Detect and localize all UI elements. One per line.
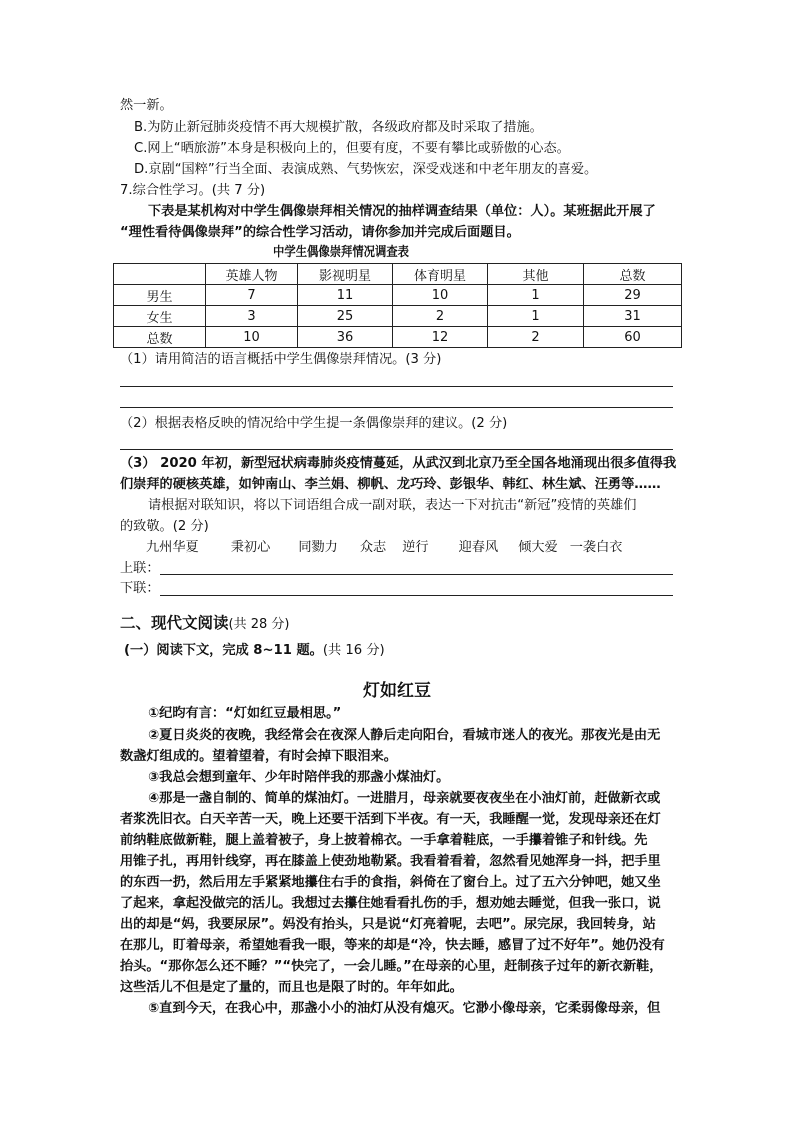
paragraph-4-line: 前纳鞋底做新鞋，腿上盖着被子，身上披着棉衣。一手拿着鞋底，一手攥着锥子和针线。先 <box>120 833 648 848</box>
article-title: 灯如红豆 <box>363 681 431 701</box>
header-cell: 体育明星 <box>393 264 488 285</box>
table-header-row <box>114 264 682 285</box>
question-3-line-2: 们崇拜的硬核英雄，如钟南山、李兰娟、柳帆、龙巧玲、彭银华、韩红、林生斌、汪勇等…… <box>120 477 661 492</box>
paragraph-1: ①纪昀有言：“灯如红豆最相思。” <box>148 706 342 721</box>
paragraph-5-line: ⑤直到今天，在我心中，那盏小小的油灯从没有熄灭。它渺小像母亲，它柔弱像母亲，但 <box>148 1001 661 1016</box>
paragraph-3: ③我总会想到童年、少年时陪伴我的那盏小煤油灯。 <box>148 770 450 785</box>
table-row <box>114 285 682 306</box>
word: 倾大爱 <box>518 540 558 555</box>
paragraph-2-line: 数盏灯组成的。望着望着，有时会掉下眼泪来。 <box>120 749 397 764</box>
paragraph-4-line: 用锥子扎，再用针线穿，再在膝盖上使劲地勒紧。我看着看着，忽然看见她浑身一抖，把手里 <box>120 854 661 869</box>
table-cell: 1 <box>488 306 584 327</box>
intro-line-2: “理性看待偶像崇拜”的综合性学习活动，请你参加并完成后面题目。 <box>120 225 520 240</box>
section-score: (共 28 分) <box>228 617 290 632</box>
header-cell: 英雄人物 <box>206 264 298 285</box>
paragraph-4-line: ④那是一盏自制的、简单的煤油灯。一进腊月，母亲就要夜夜坐在小油灯前，赶做新衣或 <box>148 791 661 806</box>
table-cell: 7 <box>206 285 298 306</box>
question-3-line-4: 的致敬。(2 分) <box>120 519 209 534</box>
header-cell: 影视明星 <box>298 264 393 285</box>
table-cell: 12 <box>393 327 488 348</box>
question-7-title: 7.综合性学习。(共 7 分) <box>120 183 266 198</box>
word: 九州华夏 <box>146 540 199 555</box>
subsection-text: (一）阅读下文，完成 8~11 题。 <box>124 643 323 658</box>
table-cell: 2 <box>488 327 584 348</box>
couplet-word-bank <box>146 538 623 558</box>
paragraph-4-line: 了起来，拿起没做完的活儿。我想过去攥住她看看扎伤的手，想劝她去睡觉，但我一张口，说 <box>120 896 661 911</box>
paragraph-4-line: 在那儿，盯着母亲，希望她看我一眼，等来的却是“冷，快去睡，感冒了过不好年”。她仍没有 <box>120 938 665 953</box>
option-b: B.为防止新冠肺炎疫情不再大规模扩散，各级政府都及时采取了措施。 <box>134 120 543 135</box>
question-3-line-1: （3） 2020 年初，新型冠状病毒肺炎疫情蔓延，从武汉到北京乃至全国各地涌现出很多值得我 <box>120 456 677 471</box>
text-line: 然一新。 <box>120 98 173 113</box>
word: 逆行 <box>402 540 429 555</box>
paragraph-4-line: 这些活儿不但是定了量的，而且也是限了时的。年年如此。 <box>120 980 463 995</box>
table-cell: 60 <box>584 327 682 348</box>
paragraph-2-line: ②夏日炎炎的夜晚，我经常会在夜深人静后走向阳台，看城市迷人的夜光。那夜光是由无 <box>148 728 661 743</box>
paragraph-4-line: 抬头。“那你怎么还不睡？”“快完了，一会儿睡。”在母亲的心里，赶制孩子过年的新衣新鞋， <box>120 959 663 974</box>
paragraph-4-line: 出的却是“妈，我要尿尿”。妈没有抬头，只是说“灯亮着呢，去吧”。尿完尿，我回转身，站 <box>120 917 656 932</box>
table-cell: 11 <box>298 285 393 306</box>
header-cell: 其他 <box>488 264 584 285</box>
word: 迎春风 <box>458 540 499 555</box>
answer-line[interactable] <box>120 407 673 408</box>
row-label: 女生 <box>114 306 206 327</box>
table-cell: 10 <box>206 327 298 348</box>
paragraph-4-line: 的东西一扔，然后用左手紧紧地攥住右手的食指，斜倚在了窗台上。过了五六分钟吧，她又坐 <box>120 875 661 890</box>
table-cell: 31 <box>584 306 682 327</box>
option-c: C.网上“晒旅游”本身是积极向上的，但要有度，不要有攀比或骄傲的心态。 <box>134 141 570 156</box>
intro-line-1: 下表是某机构对中学生偶像崇拜相关情况的抽样调查结果（单位：人）。某班据此开展了 <box>148 204 656 219</box>
table-cell: 10 <box>393 285 488 306</box>
subsection-heading <box>124 641 385 661</box>
question-2: （2）根据表格反映的情况给中学生提一条偶像崇拜的建议。(2 分) <box>120 416 508 431</box>
header-cell: 总数 <box>584 264 682 285</box>
word: 众志 <box>359 540 387 555</box>
word: 一袭白衣 <box>569 540 623 555</box>
section-heading-text: 二、现代文阅读 <box>120 614 229 632</box>
survey-table <box>113 263 682 348</box>
answer-line[interactable] <box>120 386 673 387</box>
table-cell: 36 <box>298 327 393 348</box>
table-cell: 1 <box>488 285 584 306</box>
question-1: （1）请用简洁的语言概括中学生偶像崇拜情况。(3 分) <box>120 352 442 367</box>
table-title: 中学生偶像崇拜情况调查表 <box>273 245 409 260</box>
table-cell: 29 <box>584 285 682 306</box>
question-3-line-3: 请根据对联知识，将以下词语组合成一副对联，表达一下对抗击“新冠”疫情的英雄们 <box>148 498 637 513</box>
word: 秉初心 <box>230 540 271 555</box>
lower-couplet-label: 下联： <box>120 581 160 596</box>
upper-couplet-label: 上联： <box>120 561 160 576</box>
row-label: 总数 <box>114 327 206 348</box>
lower-couplet-line[interactable] <box>160 595 673 596</box>
paragraph-4-line: 者浆洗旧衣。白天辛苦一天，晚上还要干活到下半夜。有一天，我睡醒一觉，发现母亲还在灯 <box>120 812 661 827</box>
table-cell: 25 <box>298 306 393 327</box>
header-cell <box>114 264 206 285</box>
upper-couplet-line[interactable] <box>160 574 673 575</box>
table-row <box>114 306 682 327</box>
table-cell: 3 <box>206 306 298 327</box>
row-label: 男生 <box>114 285 206 306</box>
section-heading <box>120 611 289 633</box>
option-d: D.京剧“国粹”行当全面、表演成熟、气势恢宏，深受戏迷和中老年朋友的喜爱。 <box>134 162 598 177</box>
table-row <box>114 327 682 348</box>
table-cell: 2 <box>393 306 488 327</box>
word: 同勠力 <box>298 540 338 555</box>
subsection-score: (共 16 分) <box>322 643 385 658</box>
answer-line[interactable] <box>120 449 673 450</box>
